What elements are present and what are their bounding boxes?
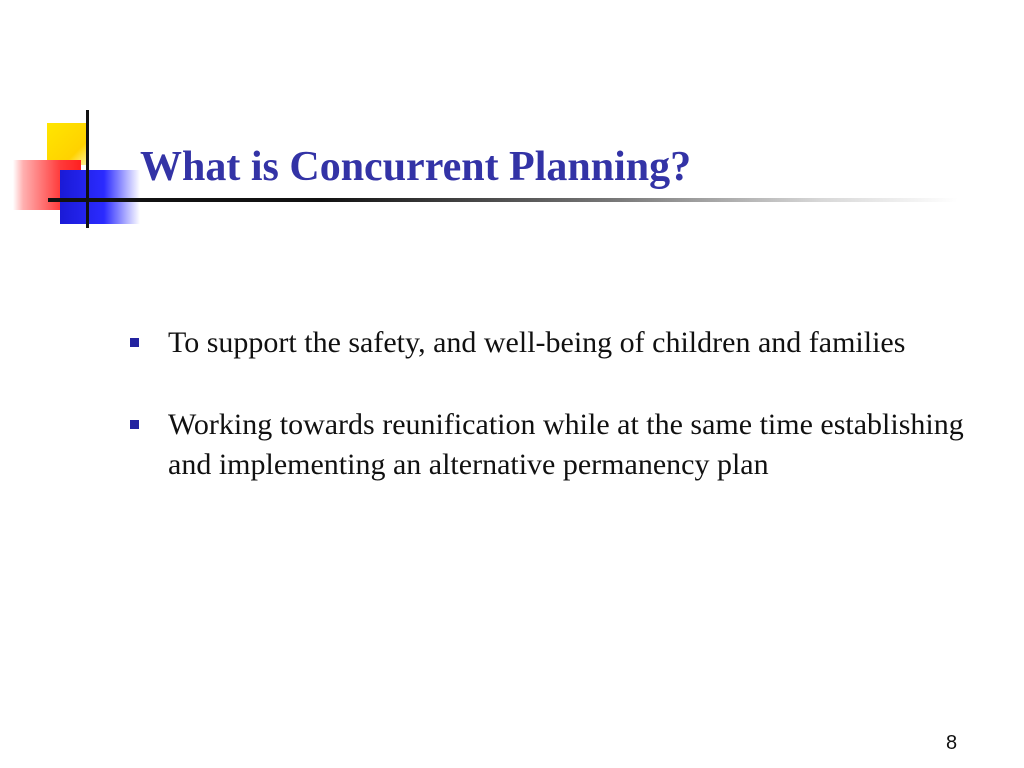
yellow-square-decoration — [47, 123, 88, 165]
decorative-logo-blocks — [0, 0, 160, 240]
square-bullet-icon — [130, 338, 139, 347]
blue-square-decoration — [60, 170, 140, 224]
page-number: 8 — [946, 732, 958, 754]
square-bullet-icon — [130, 420, 139, 429]
bullet-item — [130, 405, 970, 485]
bullet-text: Working towards reunification while at the same time establishing and implementing an alternative permanency plan — [168, 408, 964, 481]
slide-title: What is Concurrent Planning? — [140, 144, 692, 190]
bullet-item — [130, 323, 970, 363]
title-underline-rule — [48, 198, 958, 202]
bullet-list — [130, 323, 970, 527]
bullet-text: To support the safety, and well-being of children and families — [168, 326, 906, 359]
vertical-rule-decoration — [86, 110, 89, 228]
